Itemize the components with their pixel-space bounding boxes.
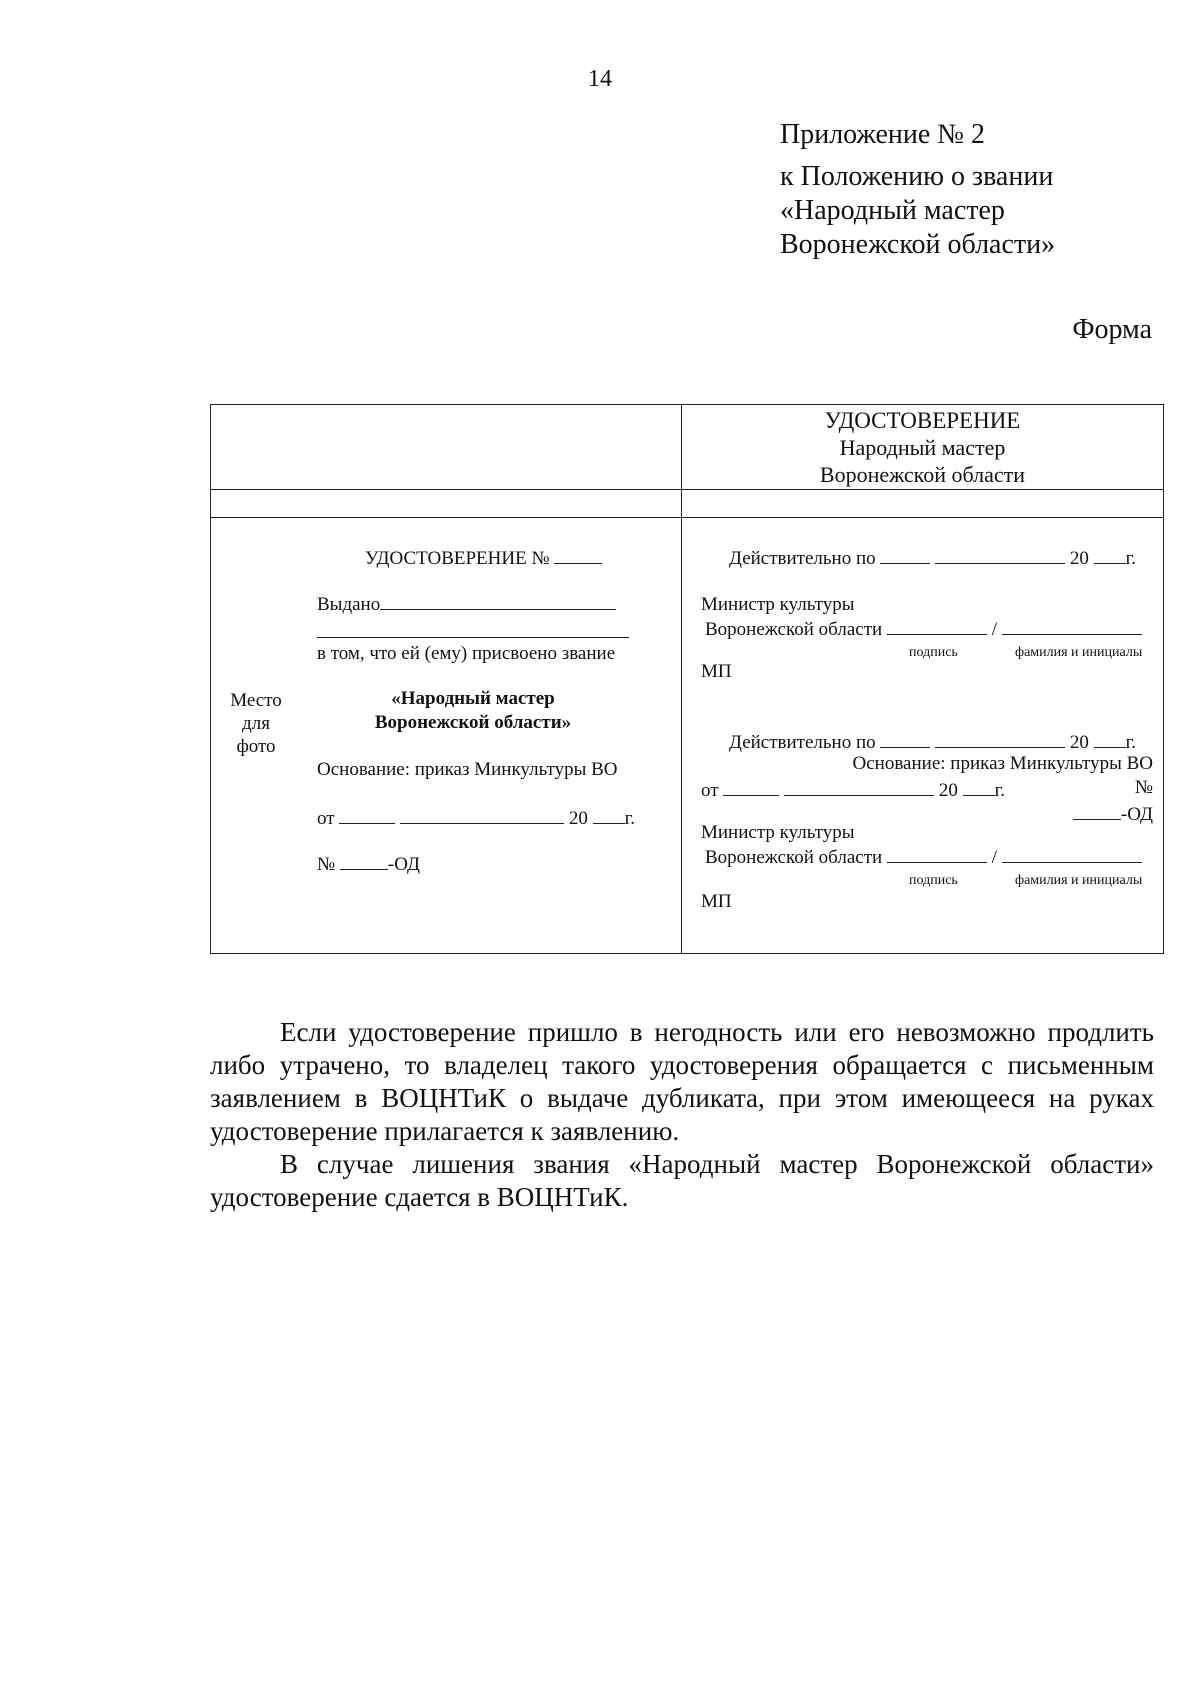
photo-placeholder (227, 689, 285, 758)
page-number: 14 (588, 66, 612, 92)
slash-2: / (991, 847, 997, 868)
minister-1-line-1: Министр культуры (701, 594, 855, 615)
issued-blank[interactable] (380, 591, 616, 610)
awarded-title-1: «Народный мастер (391, 688, 555, 709)
left-basis: Основание: приказ Минкультуры ВО (317, 759, 618, 780)
right-basis: Основание: приказ Минкультуры ВО (852, 753, 1153, 774)
certificate-cover (682, 405, 1163, 491)
valid-year-suffix-1: г. (1125, 548, 1137, 569)
cover-title: УДОСТОВЕРЕНИЕ (824, 408, 1021, 433)
form-label: Форма (1072, 314, 1152, 345)
photo-line-3: фото (236, 736, 276, 757)
valid-until-2 (729, 729, 1136, 754)
appendix-title: Приложение № 2 (780, 119, 985, 150)
minister-1-line-2: Воронежской области (705, 619, 883, 640)
issued-row (317, 591, 616, 616)
left-year-prefix: 20 (568, 808, 588, 829)
right-year-prefix: 20 (938, 780, 958, 801)
cover-line-2: Воронежской области (819, 462, 1026, 487)
awarded-text: в том, что ей (ему) присвоено звание (317, 643, 616, 664)
awarded-title-2: Воронежской области» (374, 712, 572, 733)
right-num-blank[interactable] (1073, 801, 1121, 820)
name-blank-1[interactable] (1002, 616, 1142, 635)
right-year-blank[interactable] (963, 777, 995, 796)
valid-until-1 (729, 545, 1136, 570)
certificate-form (210, 404, 1164, 954)
left-order-number (317, 851, 420, 876)
left-month-blank[interactable] (400, 805, 564, 824)
right-num-label: № (1134, 777, 1153, 798)
left-day-blank[interactable] (339, 805, 395, 824)
appendix-line-1: к Положению о звании (780, 161, 1054, 192)
number-label: УДОСТОВЕРЕНИЕ № (365, 548, 550, 569)
right-day-blank[interactable] (723, 777, 779, 796)
number-blank[interactable] (554, 545, 602, 564)
stamp-2: МП (701, 891, 732, 912)
appendix-header (780, 118, 1055, 262)
certificate-number (365, 545, 602, 570)
right-od-suffix: -ОД (1120, 804, 1153, 825)
valid-year-blank-1[interactable] (1094, 545, 1126, 564)
valid-day-blank-1[interactable] (880, 545, 930, 564)
body-text (210, 1016, 1154, 1214)
valid-label-1: Действительно по (729, 548, 876, 569)
name-caption-1: фамилия и инициалы (1015, 645, 1143, 660)
left-year-suffix: г. (624, 808, 635, 829)
valid-year-blank-2[interactable] (1094, 729, 1126, 748)
paragraph-2: В случае лишения звания «Народный мастер Воронежской области» удостоверение сдается в ВОЦНТиК. (210, 1149, 1154, 1212)
left-num-label: № (317, 854, 336, 875)
appendix-line-3: Воронежской области» (780, 229, 1056, 260)
sig-caption-2: подпись (909, 873, 958, 888)
name-blank-2[interactable] (1002, 844, 1142, 863)
left-year-blank[interactable] (593, 805, 625, 824)
paragraph-1: Если удостоверение пришло в негодность или его невозможно продлить либо утрачено, то владелец такого удостоверения обращается с письменным заявлением в ВОЦНТиК о выдаче дубликата, при этом имеющееся на руках удостоверение прилагается к заявлению. (210, 1017, 1154, 1146)
left-od-suffix: -ОД (387, 854, 420, 875)
minister-block-1 (701, 593, 1142, 641)
sig-caption-1: подпись (909, 645, 958, 660)
slash-1: / (991, 619, 997, 640)
appendix-line-2: «Народный мастер (780, 195, 1005, 226)
valid-year-prefix-1: 20 (1069, 548, 1089, 569)
valid-year-prefix-2: 20 (1069, 732, 1089, 753)
valid-year-suffix-2: г. (1125, 732, 1137, 753)
right-year-suffix: г. (994, 780, 1005, 801)
valid-month-blank-1[interactable] (935, 545, 1065, 564)
minister-2-line-2: Воронежской области (705, 847, 883, 868)
signature-blank-1[interactable] (887, 616, 987, 635)
signature-blank-2[interactable] (887, 844, 987, 863)
issued-blank-2[interactable] (317, 637, 629, 638)
stamp-1: МП (701, 661, 732, 682)
photo-line-2: для (242, 713, 270, 734)
right-month-blank[interactable] (784, 777, 934, 796)
spine-divider (211, 517, 1163, 518)
left-num-blank[interactable] (340, 851, 388, 870)
left-order-date (317, 805, 635, 830)
minister-2-line-1: Министр культуры (701, 822, 855, 843)
right-order-date (701, 777, 1153, 802)
valid-label-2: Действительно по (729, 732, 876, 753)
name-caption-2: фамилия и инициалы (1015, 873, 1143, 888)
valid-day-blank-2[interactable] (880, 729, 930, 748)
right-from-label: от (701, 780, 719, 801)
valid-month-blank-2[interactable] (935, 729, 1065, 748)
issued-label: Выдано (317, 594, 381, 615)
cover-line-1: Народный мастер (839, 435, 1006, 460)
left-from-label: от (317, 808, 335, 829)
minister-block-2 (701, 821, 1142, 869)
awarded-title (317, 687, 629, 735)
photo-line-1: Место (230, 690, 282, 711)
